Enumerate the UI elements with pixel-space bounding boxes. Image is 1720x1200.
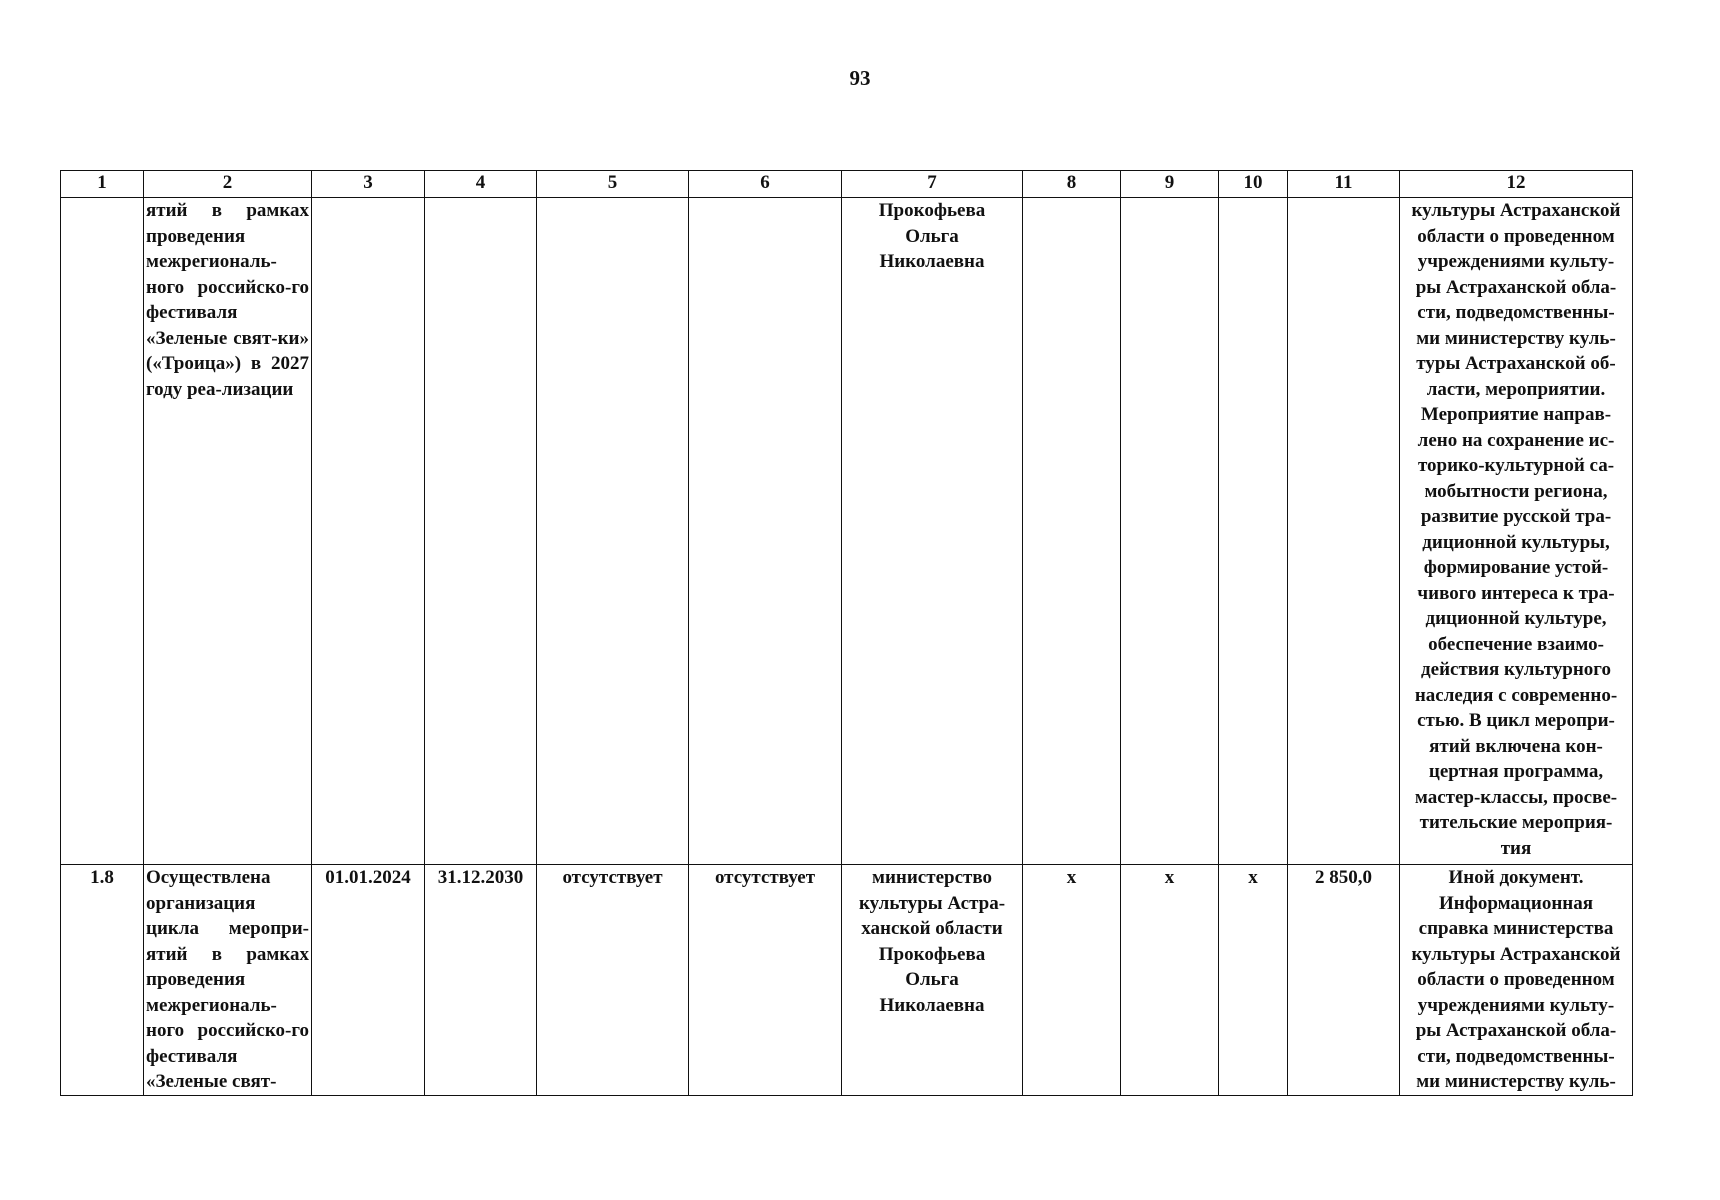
page-number: 93	[849, 66, 871, 90]
row-number-cell	[61, 198, 144, 865]
header-col-10: 10	[1219, 171, 1288, 198]
col5-cell: отсутствует	[537, 865, 689, 1096]
col6-cell: отсутствует	[689, 865, 842, 1096]
header-row	[61, 171, 1633, 198]
amount-cell: 2 850,0	[1288, 865, 1400, 1096]
start-date-cell	[312, 198, 425, 865]
start-date-cell: 01.01.2024	[312, 865, 425, 1096]
col8-cell	[1023, 198, 1121, 865]
header-col-5: 5	[537, 171, 689, 198]
end-date-cell	[425, 198, 537, 865]
col6-cell	[689, 198, 842, 865]
header-col-8: 8	[1023, 171, 1121, 198]
table-row	[61, 865, 1633, 1096]
table-row	[61, 198, 1633, 865]
col9-cell	[1121, 198, 1219, 865]
row-number-cell: 1.8	[61, 865, 144, 1096]
col8-cell: x	[1023, 865, 1121, 1096]
end-date-cell: 31.12.2030	[425, 865, 537, 1096]
header-col-11: 11	[1288, 171, 1400, 198]
col9-cell: x	[1121, 865, 1219, 1096]
header-col-4: 4	[425, 171, 537, 198]
header-col-12: 12	[1400, 171, 1633, 198]
header-col-7: 7	[842, 171, 1023, 198]
document-description-cell: Иной документ. Информационная справка министерства культуры Астраханской области о проведенном учреждениями культу- ры Астраханской обла- сти, подведомственны- ми министерству куль-	[1400, 865, 1633, 1096]
responsible-cell: министерство культуры Астра- ханской области Прокофьева Ольга Николаевна	[842, 865, 1023, 1096]
measure-name-cell: Осуществлена организация цикла меропри-ятий в рамках проведения межрегиональ-ного российско-го фестиваля «Зеленые свят-	[144, 865, 312, 1096]
responsible-cell: Прокофьева Ольга Николаевна	[842, 198, 1023, 865]
header-col-1: 1	[61, 171, 144, 198]
header-col-6: 6	[689, 171, 842, 198]
measure-name-cell: ятий в рамках проведения межрегиональ-ного российско-го фестиваля «Зеленые свят-ки» («Троица») в 2027 году реа-лизации	[144, 198, 312, 865]
amount-cell	[1288, 198, 1400, 865]
header-col-2: 2	[144, 171, 312, 198]
document-description-cell: культуры Астраханской области о проведенном учреждениями культу- ры Астраханской обла- сти, подведомственны- ми министерству куль- туры Астраханской об- ласти, мероприятии. Мероприятие направ- лено на сохранение ис- торико-культурной са- мобытности региона, развитие русской тра- диционной культуры, формирование устой- чивого интереса к тра- диционной культуре, обеспечение взаимо- действия культурного наследия с современно- стью. В цикл меропри- ятий включена кон- цертная программа, мастер-классы, просве- тительские мероприя- тия	[1400, 198, 1633, 865]
col10-cell	[1219, 198, 1288, 865]
col10-cell: x	[1219, 865, 1288, 1096]
header-col-3: 3	[312, 171, 425, 198]
header-col-9: 9	[1121, 171, 1219, 198]
col5-cell	[537, 198, 689, 865]
measures-table	[60, 170, 1633, 1096]
